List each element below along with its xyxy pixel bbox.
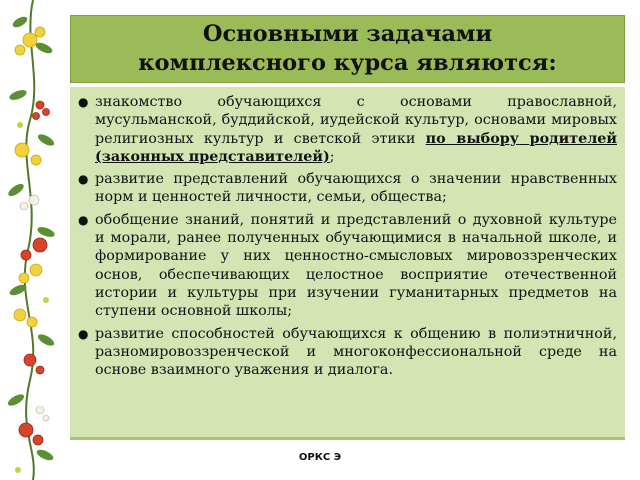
item-text: знакомство обучающихся с основами православной, мусульманской, буддийской, иудейской культур, основами мировых религиозных культур и светской этики <box>95 94 617 147</box>
item-text: обобщение знаний, понятий и представлений о духовной культуре и морали, ранее полученных обучающимися в начальной школе, и формирование у них ценностно-смысловых мировоззренческих основ, обеспечивающих целостное восприятие отечественной истории и культуры при изучении гуманитарных предметов на ступени основной школы; <box>95 211 617 320</box>
item-text: развитие представлений обучающихся о значении нравственных норм и ценностей личности, семьи, общества; <box>95 171 617 206</box>
list-item <box>74 325 617 380</box>
item-text: развитие способностей обучающихся к общению в полиэтничной, разномировоззренческой и многоконфессиональной среде на основе взаимного уважения и диалога. <box>95 325 617 379</box>
item-emphasis: по выбору родителей (законных представителей) <box>95 130 617 165</box>
bullet-dot-icon: ● <box>78 326 89 341</box>
bullet-dot-icon: ● <box>78 212 89 227</box>
list-item <box>74 170 617 207</box>
bullet-dot-icon: ● <box>78 95 89 109</box>
list-item <box>74 93 617 166</box>
content-panel <box>70 87 625 440</box>
task-list <box>74 93 617 379</box>
flower-vine-icon <box>0 0 66 480</box>
list-item <box>74 211 617 321</box>
slide-title: Основными задачами комплексного курса являются: <box>70 15 625 83</box>
footer-label: ОРКС Э <box>298 452 342 463</box>
item-tail: ; <box>329 148 335 165</box>
bullet-dot-icon: ● <box>78 172 89 187</box>
